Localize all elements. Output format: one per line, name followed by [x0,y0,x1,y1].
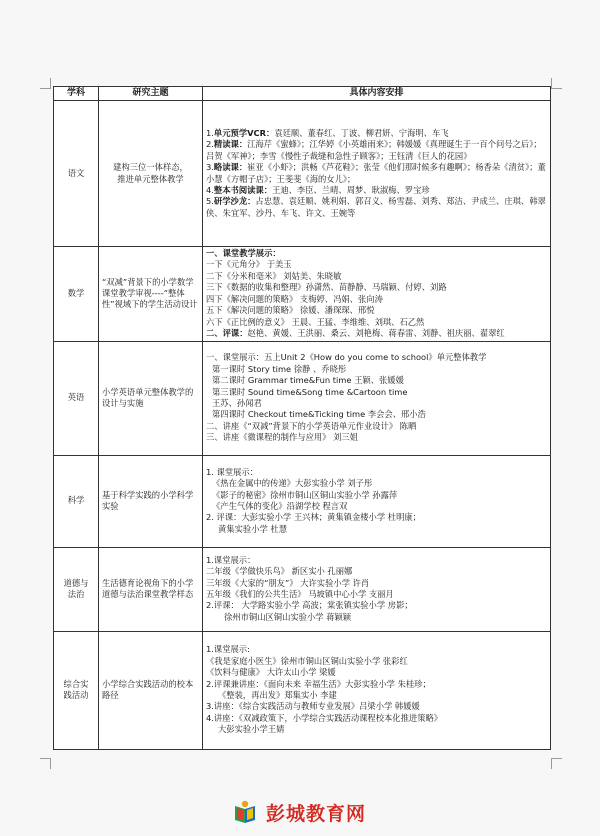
content-line [206,128,547,139]
line-text: 四下《解决问题的策略》 支梅婷、冯娟、张向涛 [206,293,383,304]
content-line [206,294,547,305]
line-text: 《整装，再出发》郑集实小 李建 [218,690,337,700]
line-text: 第三课时 Sound time&Song time &Cartoon time [212,386,408,397]
table-row [54,341,551,455]
line-text: 六下《正比例的意义》 王晨、王猛、李维维、刘琪、石乙然 [206,316,425,327]
content-line [206,490,547,501]
content-line [206,387,547,398]
line-number: 5. [206,196,214,207]
table-header-row [54,87,551,101]
content-line [206,512,547,523]
content-line [206,679,547,690]
line-text: 一下《元角分》 于美玉 [206,259,292,270]
line-text: 江海芹《蜜蜂》；江华婷《小英雄雨来》；韩媛媛《真理诞生于一百个问号之后》；吕贺《军神》；李雪《慢性子裁缝和急性子顾客》；王钰清《巨人的花园》 [206,139,542,161]
line-number: 3. [206,162,214,173]
content-line [206,139,547,162]
content-line [206,409,547,420]
table-row [54,247,551,342]
table-row [54,455,551,547]
line-heading: 略读课： [213,162,248,173]
content-line [206,667,547,678]
content-line [206,375,547,386]
content-line [206,555,547,566]
subject-cell: 数学 [54,247,99,342]
line-text: 一、课堂展示：五上Unit 2《How do you come to school》单元整体教学 [206,352,487,363]
line-text: 《饮料与健康》 大许太山小学 梁媛 [206,667,336,678]
crop-mark-top-right [551,78,562,89]
line-number: 1. [206,127,214,138]
content-line [206,701,547,712]
line-text: 《影子的秘密》徐州市铜山区铜山实验小学 孙露萍 [212,489,398,500]
content-line [206,248,547,259]
crop-mark-top-left [40,78,51,89]
research-schedule-table [53,86,551,750]
line-text: 二下《分米和毫米》 刘姑美、朱晓敏 [206,270,342,281]
content-line [206,501,547,512]
content-cell [203,455,551,547]
topic-cell: “双减”背景下的小学数学课堂教学审视----“整体性”视域下的学生活动设计 [99,247,203,342]
line-heading: 研学沙龙： [213,196,256,207]
content-line [206,432,547,443]
line-text: 1.课堂展示： [206,554,256,565]
content-line [206,612,547,623]
line-text: 三、讲座《微课程的制作与应用》 刘三姐 [206,432,358,443]
content-line [206,713,547,724]
line-heading: 单元预学VCR： [213,127,275,138]
content-line [206,644,547,655]
content-line [206,328,547,339]
content-cell [203,547,551,631]
content-line [206,271,547,282]
subject-cell: 综合实践活动 [54,631,99,749]
subject-cell: 科学 [54,455,99,547]
content-line [206,421,547,432]
topic-cell: 小学综合实践活动的校本路径 [99,631,203,749]
line-heading: 一、课堂教学展示： [206,248,281,258]
content-line [206,578,547,589]
line-text: 4.讲座：《双减政策下，小学综合实践活动课程校本化推进策略》 [206,712,443,723]
line-text: 2. 评课：大彭实验小学 王兴林；黄集镇金楼小学 杜明康； [206,512,421,523]
content-cell [203,341,551,455]
line-text: 第二课时 Grammar time&Fun time 王颖、张媛媛 [212,375,404,386]
line-text: 占忠慧、袁廷顺、姚利娟、郭召义、杨雪磊、刘秀、郑洁、尹成兰、庄琪、韩翠侠、朱宜军、沙丹、车飞、许文、王婉等 [206,196,546,218]
crop-mark-bottom-left [40,758,51,769]
subject-cell: 道德与法治 [54,547,99,631]
line-text: 《产生气体的变化》沿湖学校 程言双 [212,501,348,511]
content-line [206,724,547,735]
topic-cell: 生活德育论视角下的小学道德与法治课堂教学样态 [99,547,203,631]
content-line [206,478,547,489]
line-text: 三年级《大家的“朋友”》 大许实验小学 许肖 [206,577,370,588]
line-text: 2.评课： 大学路实验小学 高波；棠张镇实验小学 房影； [206,600,413,611]
topic-cell: 小学英语单元整体教学的设计与实施 [99,341,203,455]
topic-cell: 基于科学实践的小学科学实验 [99,455,203,547]
content-line [206,398,547,409]
line-heading: 整本书阅读课： [213,184,273,195]
content-line [206,364,547,375]
content-line [206,305,547,316]
line-text: 二、讲座《“双减”背景下的小学英语单元作业设计》 陈晒 [206,420,417,431]
subject-cell: 语文 [54,101,99,247]
line-text: 三下《数据的收集和整理》孙潇然、苗静静、马瑞颖、付婷、刘路 [206,282,447,293]
footer-logo [232,798,366,826]
content-line [206,467,547,478]
line-text: 王迪、李臣、兰晴、周梦、耿淑梅、罗宝珍 [272,184,430,195]
line-text: 黄集实验小学 杜慧 [218,523,288,534]
content-line [206,524,547,535]
content-line [206,317,547,328]
line-text: 第一课时 Story time 徐静 、乔晓彤 [212,363,347,374]
subject-cell: 英语 [54,341,99,455]
crop-mark-bottom-right [551,758,562,769]
line-text: 1. 课堂展示： [206,466,259,477]
content-line [206,690,547,701]
content-cell [203,101,551,247]
content-line [206,600,547,611]
line-text: 《热在金属中的传递》大彭实验小学 刘子彤 [212,478,373,489]
line-number: 4. [206,184,214,195]
content-line [206,259,547,270]
line-text: 2.评课兼讲座：《面向未来 幸福生活》大彭实验小学 朱桂珍； [206,678,431,689]
line-text: 袁廷顺、董春红、丁波、柳君妍、宁海明、车飞 [274,127,449,138]
content-cell [203,247,551,342]
line-text: 崔亚《小虾》；洪畅《芦花鞋》；张莹《他们那时候多有趣啊》；杨香朵《清贫》；董小慧《方帽子店》；王斐斐《海的女儿》； [206,162,546,184]
footer-logo-text: 彭城教育网 [266,802,367,825]
table-row [54,547,551,631]
line-heading: 二、评课： [206,328,248,339]
line-text: 《我是家庭小医生》徐州市铜山区铜山实验小学 张彩红 [206,655,408,666]
content-line [206,656,547,667]
content-line [206,566,547,577]
line-text: 徐州市铜山区铜山实验小学 蒋颖颖 [224,611,352,622]
content-line [206,589,547,600]
header-subject: 学科 [54,87,99,101]
line-text: 五年级《我们的公共生活》 马坡镇中心小学 支丽月 [206,589,394,599]
table-row [54,101,551,247]
header-topic: 研究主题 [99,87,203,101]
table-row [54,631,551,749]
content-cell [203,631,551,749]
content-line [206,196,547,219]
line-text: 第四课时 Checkout time&Ticking time 李会会、邢小浩 [212,409,426,420]
line-text: 3.讲座：《综合实践活动与教师专业发展》吕梁小学 韩媛媛 [206,701,420,712]
line-text: 1.课堂展示: [206,644,250,655]
book-logo-icon [232,799,258,825]
line-number: 2. [206,139,214,150]
line-text: 王苏、孙闻君 [212,398,262,408]
line-text: 赵艳、黄媛、王洪丽、桑云、刘艳梅、蒋春雷、刘静、祖庆丽、翟翠红 [247,328,505,339]
content-line [206,352,547,363]
content-line [206,162,547,185]
line-text: 二年级《学做快乐鸟》 新区实小 孔丽娜 [206,566,353,577]
line-heading: 精读课： [213,139,248,150]
content-line [206,185,547,196]
line-text: 五下《解决问题的策略》 徐媛、潘琛琛、邢悦 [206,305,375,316]
header-content: 具体内容安排 [203,87,551,101]
content-line [206,282,547,293]
line-text: 大彭实验小学王婧 [218,724,285,735]
topic-cell: 建构三位一体样态，推进单元整体教学 [99,101,203,247]
